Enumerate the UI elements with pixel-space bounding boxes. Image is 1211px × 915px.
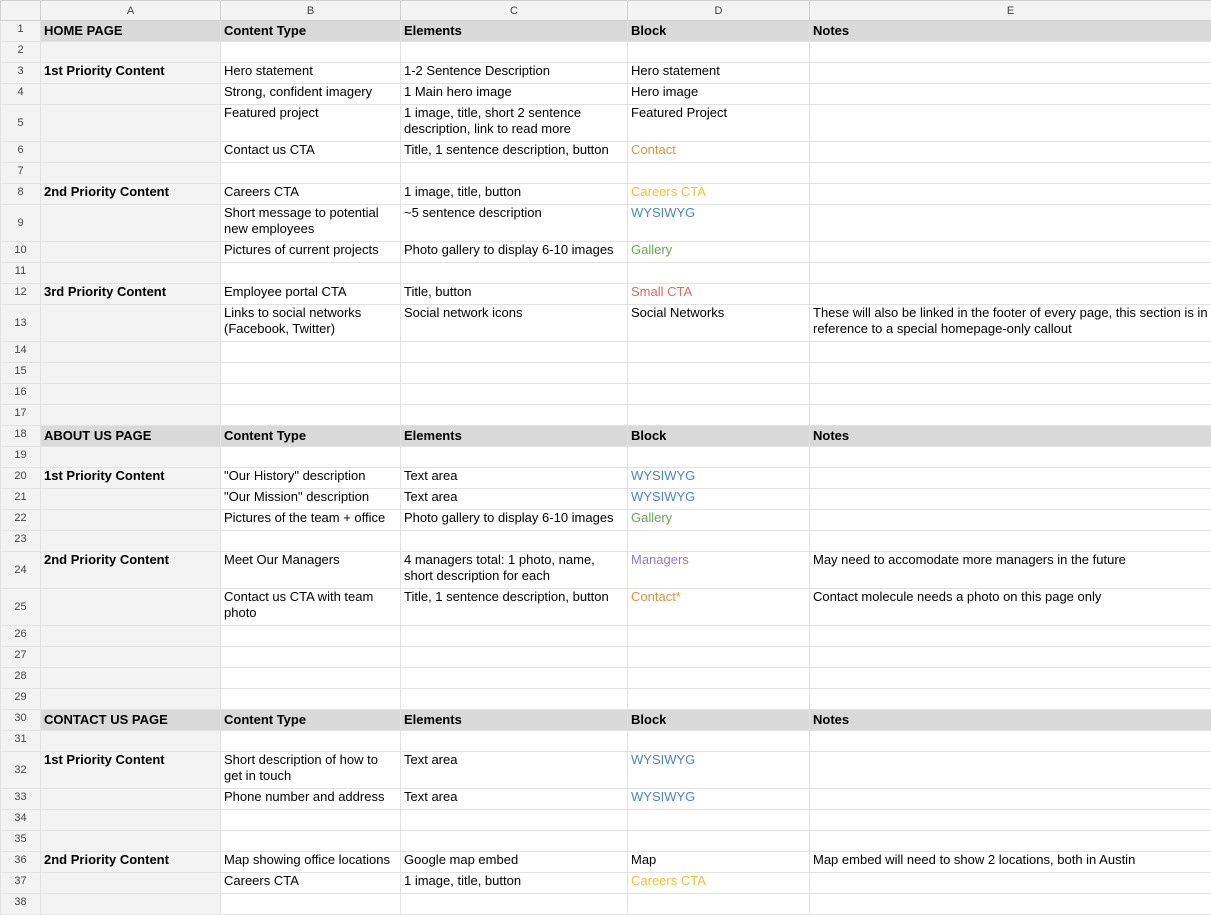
cell-b[interactable]: Phone number and address <box>221 789 401 810</box>
cell-d[interactable]: Map <box>628 852 810 873</box>
cell-d[interactable]: Managers <box>628 552 810 589</box>
row-number[interactable]: 30 <box>1 710 41 731</box>
cell-e[interactable] <box>810 731 1211 752</box>
row-number[interactable]: 17 <box>1 405 41 426</box>
table-row <box>1 731 1211 752</box>
cell-a[interactable] <box>41 142 221 163</box>
cell-e[interactable] <box>810 163 1211 184</box>
section-header-row <box>1 710 1211 731</box>
row-number[interactable]: 22 <box>1 510 41 531</box>
cell-b[interactable]: Pictures of current projects <box>221 242 401 263</box>
cell-a[interactable] <box>41 42 221 63</box>
cell-c[interactable] <box>401 810 628 831</box>
table-row <box>1 63 1211 84</box>
cell-e[interactable]: May need to accomodate more managers in the future <box>810 552 1211 589</box>
cell-a[interactable]: 3rd Priority Content <box>41 284 221 305</box>
cell-b[interactable] <box>221 810 401 831</box>
cell-b[interactable] <box>221 894 401 915</box>
table-row <box>1 447 1211 468</box>
cell-c[interactable] <box>401 384 628 405</box>
cell-b[interactable]: Careers CTA <box>221 873 401 894</box>
cell-c[interactable] <box>401 363 628 384</box>
cell-e[interactable] <box>810 531 1211 552</box>
cell-e[interactable] <box>810 142 1211 163</box>
row-number[interactable]: 27 <box>1 647 41 668</box>
table-row <box>1 689 1211 710</box>
cell-c[interactable]: 4 managers total: 1 photo, name, short description for each <box>401 552 628 589</box>
cell-e[interactable]: Contact molecule needs a photo on this page only <box>810 589 1211 626</box>
column-header-a[interactable]: A <box>41 1 221 21</box>
cell-d[interactable]: WYSIWYG <box>628 752 810 789</box>
cell-c[interactable]: Elements <box>401 710 628 731</box>
cell-a[interactable] <box>41 894 221 915</box>
cell-b[interactable]: Featured project <box>221 105 401 142</box>
table-row <box>1 284 1211 305</box>
cell-e[interactable] <box>810 831 1211 852</box>
row-number[interactable]: 36 <box>1 852 41 873</box>
cell-b[interactable] <box>221 363 401 384</box>
cell-c[interactable] <box>401 42 628 63</box>
cell-b[interactable]: Short message to potential new employees <box>221 205 401 242</box>
column-header-b[interactable]: B <box>221 1 401 21</box>
cell-a[interactable]: 1st Priority Content <box>41 752 221 789</box>
cell-b[interactable]: Pictures of the team + office <box>221 510 401 531</box>
table-row <box>1 489 1211 510</box>
table-row <box>1 384 1211 405</box>
row-number[interactable]: 20 <box>1 468 41 489</box>
cell-d[interactable] <box>628 363 810 384</box>
cell-d[interactable] <box>628 831 810 852</box>
cell-a[interactable] <box>41 689 221 710</box>
table-row <box>1 305 1211 342</box>
cell-d[interactable] <box>628 447 810 468</box>
row-number[interactable]: 21 <box>1 489 41 510</box>
cell-e[interactable] <box>810 42 1211 63</box>
cell-a[interactable] <box>41 405 221 426</box>
table-row <box>1 105 1211 142</box>
row-number[interactable]: 23 <box>1 531 41 552</box>
cell-b[interactable]: Careers CTA <box>221 184 401 205</box>
cell-c[interactable] <box>401 342 628 363</box>
table-row <box>1 363 1211 384</box>
cell-e[interactable] <box>810 626 1211 647</box>
cell-e[interactable] <box>810 242 1211 263</box>
table-row <box>1 894 1211 915</box>
cell-c[interactable] <box>401 894 628 915</box>
cell-a[interactable]: 2nd Priority Content <box>41 852 221 873</box>
cell-d[interactable]: Block <box>628 426 810 447</box>
row-number[interactable]: 6 <box>1 142 41 163</box>
row-number[interactable]: 14 <box>1 342 41 363</box>
row-number[interactable]: 19 <box>1 447 41 468</box>
cell-c[interactable]: Title, 1 sentence description, button <box>401 589 628 626</box>
cell-d[interactable]: Featured Project <box>628 105 810 142</box>
row-number[interactable]: 26 <box>1 626 41 647</box>
row-number[interactable]: 37 <box>1 873 41 894</box>
cell-a[interactable] <box>41 626 221 647</box>
cell-d[interactable]: Contact* <box>628 589 810 626</box>
cell-e[interactable]: Notes <box>810 426 1211 447</box>
table-row <box>1 342 1211 363</box>
column-header-row <box>1 1 1211 21</box>
table-row <box>1 647 1211 668</box>
cell-c[interactable] <box>401 447 628 468</box>
cell-a[interactable] <box>41 263 221 284</box>
cell-b[interactable]: Links to social networks (Facebook, Twitter) <box>221 305 401 342</box>
cell-a[interactable]: 2nd Priority Content <box>41 552 221 589</box>
row-number[interactable]: 24 <box>1 552 41 589</box>
cell-c[interactable]: Title, button <box>401 284 628 305</box>
row-number[interactable]: 25 <box>1 589 41 626</box>
cell-c[interactable]: Title, 1 sentence description, button <box>401 142 628 163</box>
cell-d[interactable]: Block <box>628 21 810 42</box>
cell-a[interactable] <box>41 873 221 894</box>
table-row <box>1 589 1211 626</box>
row-number[interactable]: 13 <box>1 305 41 342</box>
cell-b[interactable]: Contact us CTA <box>221 142 401 163</box>
cell-a[interactable] <box>41 163 221 184</box>
cell-c[interactable]: 1 Main hero image <box>401 84 628 105</box>
cell-a[interactable]: 2nd Priority Content <box>41 184 221 205</box>
cell-b[interactable]: Hero statement <box>221 63 401 84</box>
cell-c[interactable] <box>401 531 628 552</box>
table-row <box>1 873 1211 894</box>
cell-e[interactable] <box>810 63 1211 84</box>
cell-e[interactable] <box>810 363 1211 384</box>
cell-d[interactable] <box>628 531 810 552</box>
cell-c[interactable]: ~5 sentence description <box>401 205 628 242</box>
cell-d[interactable]: WYSIWYG <box>628 468 810 489</box>
cell-e[interactable] <box>810 789 1211 810</box>
row-number[interactable]: 31 <box>1 731 41 752</box>
cell-e[interactable] <box>810 105 1211 142</box>
cell-a[interactable]: HOME PAGE <box>41 21 221 42</box>
table-row <box>1 510 1211 531</box>
cell-d[interactable]: Gallery <box>628 242 810 263</box>
cell-a[interactable]: ABOUT US PAGE <box>41 426 221 447</box>
cell-e[interactable] <box>810 84 1211 105</box>
table-row <box>1 531 1211 552</box>
cell-b[interactable] <box>221 531 401 552</box>
cell-d[interactable] <box>628 731 810 752</box>
cell-b[interactable] <box>221 689 401 710</box>
cell-a[interactable] <box>41 810 221 831</box>
cell-d[interactable]: Careers CTA <box>628 873 810 894</box>
row-number[interactable]: 35 <box>1 831 41 852</box>
cell-a[interactable] <box>41 205 221 242</box>
cell-d[interactable]: Small CTA <box>628 284 810 305</box>
row-number[interactable]: 12 <box>1 284 41 305</box>
cell-e[interactable] <box>810 447 1211 468</box>
row-number[interactable]: 10 <box>1 242 41 263</box>
cell-a[interactable] <box>41 731 221 752</box>
table-row <box>1 84 1211 105</box>
cell-a[interactable] <box>41 447 221 468</box>
cell-e[interactable] <box>810 894 1211 915</box>
row-number[interactable]: 34 <box>1 810 41 831</box>
sheet-body <box>1 21 1211 915</box>
table-row <box>1 142 1211 163</box>
cell-e[interactable] <box>810 873 1211 894</box>
row-number[interactable]: 5 <box>1 105 41 142</box>
cell-d[interactable] <box>628 894 810 915</box>
table-row <box>1 752 1211 789</box>
cell-a[interactable] <box>41 105 221 142</box>
table-row <box>1 852 1211 873</box>
cell-b[interactable]: Content Type <box>221 710 401 731</box>
cell-d[interactable] <box>628 42 810 63</box>
cell-e[interactable] <box>810 263 1211 284</box>
table-row <box>1 810 1211 831</box>
cell-a[interactable] <box>41 789 221 810</box>
cell-d[interactable]: Careers CTA <box>628 184 810 205</box>
row-number[interactable]: 3 <box>1 63 41 84</box>
cell-c[interactable] <box>401 831 628 852</box>
cell-c[interactable]: 1 image, title, button <box>401 873 628 894</box>
column-header-c[interactable]: C <box>401 1 628 21</box>
row-number[interactable]: 33 <box>1 789 41 810</box>
cell-c[interactable] <box>401 647 628 668</box>
cell-c[interactable]: 1 image, title, button <box>401 184 628 205</box>
cell-d[interactable] <box>628 342 810 363</box>
cell-b[interactable] <box>221 384 401 405</box>
cell-b[interactable] <box>221 731 401 752</box>
row-number[interactable]: 29 <box>1 689 41 710</box>
cell-d[interactable]: Gallery <box>628 510 810 531</box>
row-number[interactable]: 1 <box>1 21 41 42</box>
cell-e[interactable] <box>810 810 1211 831</box>
cell-b[interactable]: Employee portal CTA <box>221 284 401 305</box>
cell-b[interactable] <box>221 342 401 363</box>
cell-d[interactable] <box>628 263 810 284</box>
cell-a[interactable] <box>41 668 221 689</box>
cell-c[interactable]: Text area <box>401 468 628 489</box>
cell-c[interactable] <box>401 668 628 689</box>
cell-b[interactable] <box>221 163 401 184</box>
cell-b[interactable] <box>221 668 401 689</box>
cell-b[interactable] <box>221 263 401 284</box>
cell-d[interactable] <box>628 810 810 831</box>
row-number[interactable]: 7 <box>1 163 41 184</box>
cell-c[interactable]: Social network icons <box>401 305 628 342</box>
cell-e[interactable] <box>810 689 1211 710</box>
table-row <box>1 263 1211 284</box>
column-header-d[interactable]: D <box>628 1 810 21</box>
cell-d[interactable]: WYSIWYG <box>628 789 810 810</box>
cell-b[interactable] <box>221 831 401 852</box>
cell-a[interactable]: 1st Priority Content <box>41 468 221 489</box>
cell-c[interactable] <box>401 405 628 426</box>
table-row <box>1 668 1211 689</box>
cell-a[interactable] <box>41 384 221 405</box>
cell-b[interactable]: Strong, confident imagery <box>221 84 401 105</box>
cell-e[interactable] <box>810 752 1211 789</box>
cell-c[interactable]: 1 image, title, short 2 sentence description, link to read more <box>401 105 628 142</box>
row-number[interactable]: 9 <box>1 205 41 242</box>
cell-e[interactable] <box>810 342 1211 363</box>
row-number[interactable]: 15 <box>1 363 41 384</box>
cell-a[interactable]: 1st Priority Content <box>41 63 221 84</box>
cell-a[interactable]: CONTACT US PAGE <box>41 710 221 731</box>
cell-e[interactable] <box>810 510 1211 531</box>
cell-e[interactable] <box>810 384 1211 405</box>
section-header-row <box>1 21 1211 42</box>
cell-e[interactable] <box>810 489 1211 510</box>
cell-e[interactable] <box>810 205 1211 242</box>
table-row <box>1 468 1211 489</box>
cell-c[interactable]: Text area <box>401 789 628 810</box>
cell-a[interactable] <box>41 342 221 363</box>
cell-b[interactable]: Map showing office locations <box>221 852 401 873</box>
cell-c[interactable] <box>401 626 628 647</box>
table-row <box>1 552 1211 589</box>
cell-c[interactable]: 1-2 Sentence Description <box>401 63 628 84</box>
cell-e[interactable]: Notes <box>810 710 1211 731</box>
table-row <box>1 184 1211 205</box>
cell-b[interactable] <box>221 647 401 668</box>
cell-e[interactable]: Notes <box>810 21 1211 42</box>
cell-a[interactable] <box>41 489 221 510</box>
cell-e[interactable] <box>810 647 1211 668</box>
cell-d[interactable]: WYSIWYG <box>628 205 810 242</box>
row-number[interactable]: 4 <box>1 84 41 105</box>
cell-b[interactable]: Short description of how to get in touch <box>221 752 401 789</box>
cell-d[interactable] <box>628 163 810 184</box>
cell-a[interactable] <box>41 831 221 852</box>
cell-b[interactable] <box>221 405 401 426</box>
row-number[interactable]: 11 <box>1 263 41 284</box>
cell-d[interactable]: Block <box>628 710 810 731</box>
cell-b[interactable]: "Our Mission" description <box>221 489 401 510</box>
table-row <box>1 163 1211 184</box>
table-row <box>1 789 1211 810</box>
cell-c[interactable]: Elements <box>401 21 628 42</box>
cell-e[interactable] <box>810 184 1211 205</box>
cell-d[interactable] <box>628 647 810 668</box>
cell-a[interactable] <box>41 363 221 384</box>
cell-d[interactable] <box>628 668 810 689</box>
cell-d[interactable] <box>628 626 810 647</box>
row-number[interactable]: 8 <box>1 184 41 205</box>
cell-a[interactable] <box>41 531 221 552</box>
row-number[interactable]: 28 <box>1 668 41 689</box>
cell-b[interactable] <box>221 447 401 468</box>
cell-c[interactable] <box>401 263 628 284</box>
cell-a[interactable] <box>41 510 221 531</box>
cell-c[interactable]: Photo gallery to display 6-10 images <box>401 242 628 263</box>
cell-c[interactable]: Photo gallery to display 6-10 images <box>401 510 628 531</box>
cell-b[interactable] <box>221 42 401 63</box>
table-row <box>1 42 1211 63</box>
cell-b[interactable]: Meet Our Managers <box>221 552 401 589</box>
cell-e[interactable]: These will also be linked in the footer of every page, this section is in reference to a special homepage-only callout <box>810 305 1211 342</box>
cell-b[interactable]: Content Type <box>221 426 401 447</box>
row-number[interactable]: 32 <box>1 752 41 789</box>
cell-a[interactable] <box>41 589 221 626</box>
cell-a[interactable] <box>41 647 221 668</box>
row-number[interactable]: 16 <box>1 384 41 405</box>
cell-a[interactable] <box>41 305 221 342</box>
cell-d[interactable]: Hero statement <box>628 63 810 84</box>
cell-c[interactable] <box>401 731 628 752</box>
cell-d[interactable]: Hero image <box>628 84 810 105</box>
row-number[interactable]: 18 <box>1 426 41 447</box>
column-header-e[interactable]: E <box>810 1 1211 21</box>
cell-e[interactable] <box>810 405 1211 426</box>
cell-d[interactable]: Contact <box>628 142 810 163</box>
cell-a[interactable] <box>41 242 221 263</box>
cell-b[interactable]: "Our History" description <box>221 468 401 489</box>
table-row <box>1 205 1211 242</box>
cell-e[interactable] <box>810 468 1211 489</box>
table-row <box>1 831 1211 852</box>
table-row <box>1 626 1211 647</box>
cell-b[interactable]: Content Type <box>221 21 401 42</box>
cell-d[interactable] <box>628 405 810 426</box>
cell-e[interactable]: Map embed will need to show 2 locations, both in Austin <box>810 852 1211 873</box>
row-number[interactable]: 38 <box>1 894 41 915</box>
cell-d[interactable]: WYSIWYG <box>628 489 810 510</box>
cell-c[interactable] <box>401 689 628 710</box>
cell-c[interactable]: Text area <box>401 752 628 789</box>
cell-d[interactable]: Social Networks <box>628 305 810 342</box>
cell-b[interactable]: Contact us CTA with team photo <box>221 589 401 626</box>
cell-c[interactable]: Elements <box>401 426 628 447</box>
section-header-row <box>1 426 1211 447</box>
cell-a[interactable] <box>41 84 221 105</box>
table-row <box>1 242 1211 263</box>
cell-e[interactable] <box>810 284 1211 305</box>
cell-d[interactable] <box>628 689 810 710</box>
cell-b[interactable] <box>221 626 401 647</box>
cell-c[interactable]: Text area <box>401 489 628 510</box>
cell-c[interactable]: Google map embed <box>401 852 628 873</box>
cell-c[interactable] <box>401 163 628 184</box>
row-number[interactable]: 2 <box>1 42 41 63</box>
table-row <box>1 405 1211 426</box>
cell-e[interactable] <box>810 668 1211 689</box>
select-all-corner[interactable] <box>1 1 41 21</box>
cell-d[interactable] <box>628 384 810 405</box>
